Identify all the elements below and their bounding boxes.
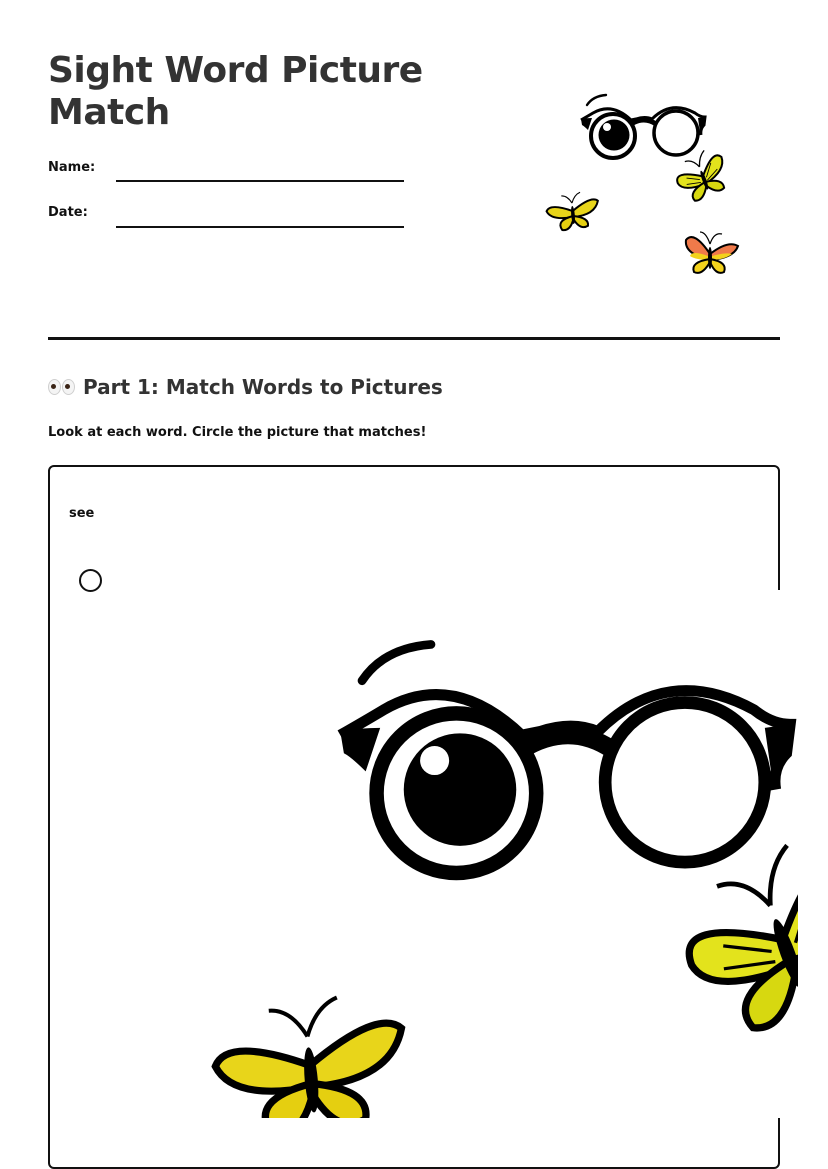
part1-instructions: Look at each word. Circle the picture that matches! xyxy=(48,425,427,440)
glasses-and-butterflies-icon xyxy=(155,590,798,1118)
glasses-and-butterflies-icon xyxy=(530,80,760,290)
sight-word: see xyxy=(69,506,95,521)
date-label: Date: xyxy=(48,205,88,220)
name-field-line[interactable] xyxy=(116,180,404,182)
worksheet-title: Sight Word Picture Match xyxy=(48,50,423,133)
eyes-emoji-icon xyxy=(48,379,75,395)
date-field-line[interactable] xyxy=(116,226,404,228)
part1-heading-text: Part 1: Match Words to Pictures xyxy=(83,375,443,399)
part1-heading xyxy=(48,375,443,399)
choice-radio-circle[interactable] xyxy=(79,569,102,592)
picture-choice[interactable] xyxy=(100,590,798,1118)
section-divider xyxy=(48,337,780,340)
name-label: Name: xyxy=(48,160,96,175)
